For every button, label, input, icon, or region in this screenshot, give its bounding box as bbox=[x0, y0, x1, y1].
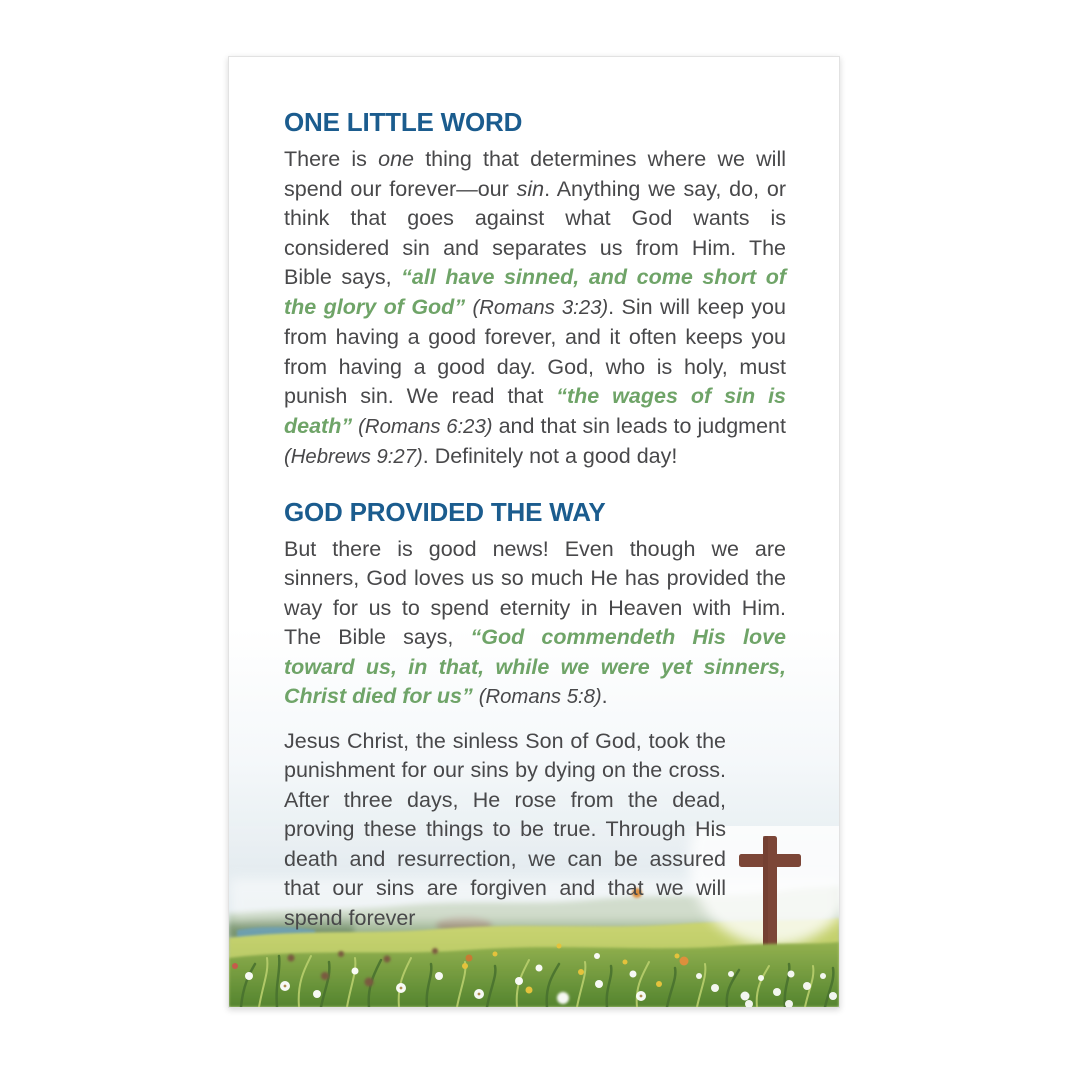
text-segment: . Sin will keep you from having a good forever, and it often keeps you from having a good day. God, who is holy, must punish sin. We read that bbox=[284, 294, 786, 408]
text-segment: sin bbox=[516, 176, 545, 201]
text-segment: thing that determines where we will spend our forever—our bbox=[284, 147, 787, 201]
card-text-content bbox=[284, 57, 786, 933]
paragraph-good-news bbox=[284, 535, 786, 713]
text-segment: But there is good news! Even though we are sinners, God loves us so much He has provided the way for us to spend eternity in Heaven with Him. The Bible says, bbox=[284, 536, 786, 649]
text-segment: and that sin leads to judgment bbox=[492, 413, 786, 438]
text-segment: . Anything we say, do, or think that goes against what God wants is considered sin and separates us from Him. The Bible says, bbox=[284, 176, 787, 289]
scripture-quote: “all have sinned, and come short of the glory of God” bbox=[284, 265, 786, 319]
text-segment: . bbox=[601, 684, 608, 708]
scripture-reference: (Romans 6:23) bbox=[358, 415, 493, 438]
text-segment: Jesus Christ, the sinless Son of God, took the punishment for our sins by dying on the cross. After three days, He rose from the dead, proving these things to be true. Through His death and resurrection, we can be assured that our sins are forgiven and that we will spend forever bbox=[284, 728, 726, 930]
text-segment: . Definitely not a good day! bbox=[422, 444, 678, 468]
paragraph-jesus-christ bbox=[284, 727, 786, 934]
section-one-little-word bbox=[284, 107, 786, 473]
gospel-tract-card bbox=[228, 56, 840, 1008]
section-god-provided-the-way bbox=[284, 497, 786, 934]
section-heading: GOD PROVIDED THE WAY bbox=[284, 496, 606, 527]
section-heading: ONE LITTLE WORD bbox=[284, 107, 523, 137]
scripture-reference: (Romans 3:23) bbox=[472, 296, 609, 319]
scripture-reference: (Hebrews 9:27) bbox=[284, 446, 423, 468]
scripture-quote: “the wages of sin is death” bbox=[284, 384, 786, 438]
scripture-reference: (Romans 5:8) bbox=[478, 686, 602, 708]
cross-text-wrap-spacer bbox=[736, 845, 786, 909]
text-segment: There is bbox=[284, 147, 379, 171]
paragraph-one-little-word bbox=[284, 145, 786, 473]
scripture-quote: “God commendeth His love toward us, in that, while we were yet sinners, Christ died for us” bbox=[284, 625, 786, 708]
text-segment: one bbox=[378, 147, 414, 171]
